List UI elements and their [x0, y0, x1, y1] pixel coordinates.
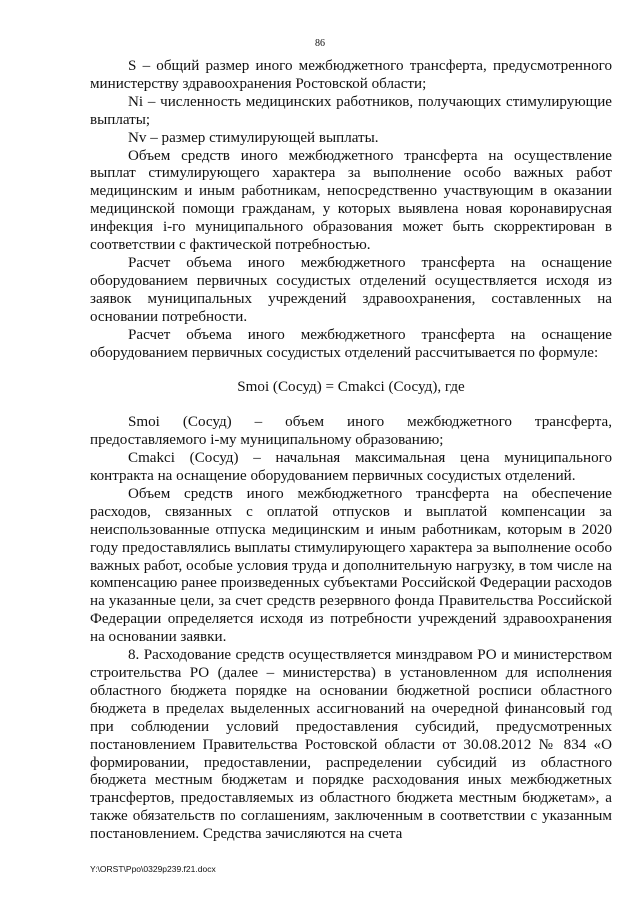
paragraph: S – общий размер иного межбюджетного трансферта, предусмотренного министерству здравоохранения Ростовской области; [90, 58, 612, 92]
page-number: 86 [315, 38, 325, 49]
paragraph: Smoi (Сосуд) – объем иного межбюджетного трансферта, предоставляемого i-му муниципальному образованию; [90, 414, 612, 449]
paragraph: Объем средств иного межбюджетного трансферта на обеспечение расходов, связанных с оплатой отпусков и выплатой компенсации за неиспользованные отпуска медицинским и иным работникам, которым в 2020 году предоставлялись выплаты стимулирующего характера за выполнение особо важных работ, особые условия труда и дополнительную нагрузку, в том числе на компенсацию ранее произведенных субъектами Российской Федерации расходов на указанные цели, за счет средств резервного фонда Правительства Российской Федерации определяется исходя из потребности учреждений здравоохранения на основании заявки. [90, 485, 612, 646]
paragraph: Объем средств иного межбюджетного трансферта на осуществление выплат стимулирующего характера за выполнение особо важных работ медицинским и иным работникам, непосредственно участвующим в оказании медицинской помощи гражданам, у которых выявлена новая коронавирусная инфекция i-го муниципального образования может быть скорректирован в соответствии с фактической потребностью. [90, 147, 612, 254]
paragraph: Nv – размер стимулирующей выплаты. [128, 129, 379, 146]
footer-file-path: Y:\ORST\Ppo\0329p239.f21.docx [90, 864, 216, 874]
document-body [90, 58, 612, 844]
paragraph: Ni – численность медицинских работников, получающих стимулирующие выплаты; [90, 93, 612, 128]
paragraph: Расчет объема иного межбюджетного трансферта на оснащение оборудованием первичных сосудистых отделений осуществляется исходя из заявок муниципальных учреждений здравоохранения, составленных на основании потребности. [90, 254, 612, 325]
paragraph: 8. Расходование средств осуществляется минздравом РО и министерством строительства РО (далее – министерства) в установленном для исполнения областного бюджета порядке на основании бюджетной росписи областного бюджета в пределах выделенных ассигнований на очередной финансовый год при соблюдении условий предоставления субсидий, предусмотренных постановлением Правительства Ростовской области от 30.08.2012 № 834 «О формировании, предоставлении, распределении субсидий из областного бюджета местным бюджетам и порядке расходования иных межбюджетных трансфертов, предоставляемых из областного бюджета местным бюджетам», а также обязательств по соглашениям, заключенным в соответствии с указанным постановлением. Средства зачисляются на счета [90, 647, 612, 843]
paragraph: Cmakci (Сосуд) – начальная максимальная цена муниципального контракта на оснащение оборудованием первичных сосудистых отделений. [90, 450, 612, 485]
formula: Smoi (Сосуд) = Cmakci (Сосуд), где [237, 379, 465, 396]
paragraph: Расчет объема иного межбюджетного трансферта на оснащение оборудованием первичных сосудистых отделений рассчитывается по формуле: [90, 326, 612, 361]
